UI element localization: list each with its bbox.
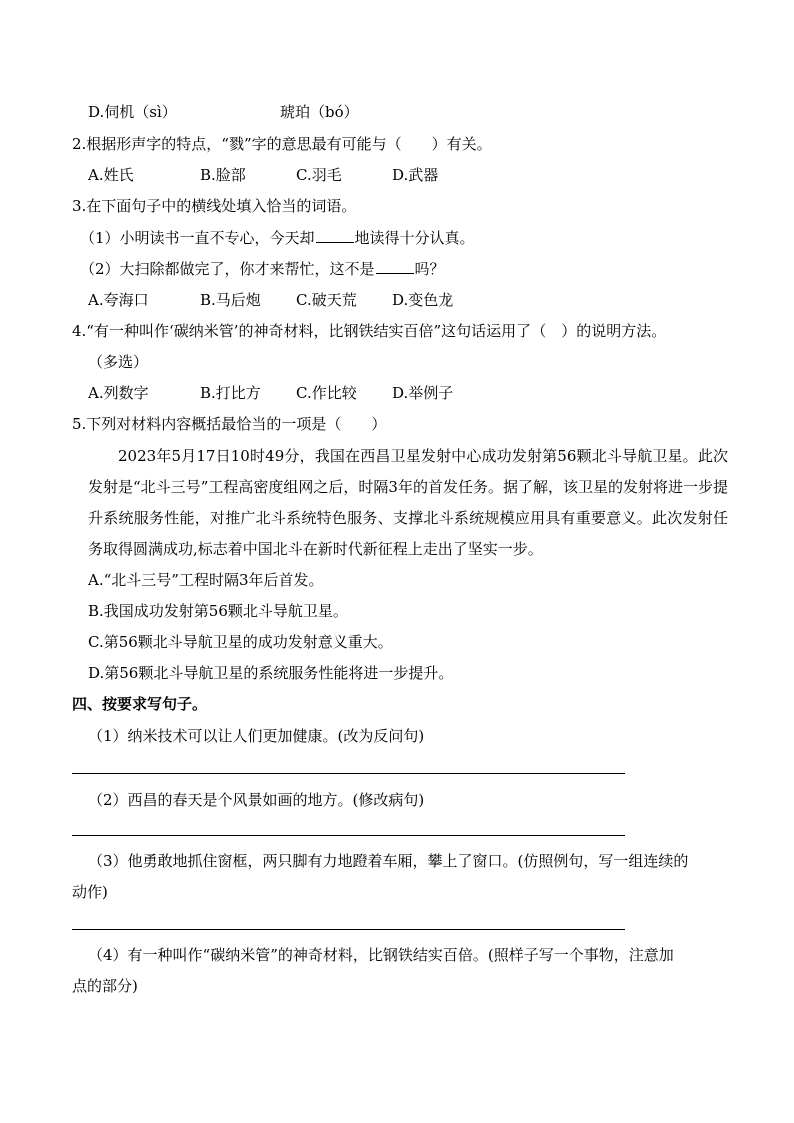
q1-option-d-word2: 琥珀（bó） xyxy=(280,103,359,121)
q3-option-c: C.破天荒 xyxy=(296,291,357,309)
q3-s1-before: （1）小明读书一直不专心，今天却 xyxy=(80,229,315,247)
q3-sentence-2 xyxy=(80,259,445,279)
q4-option-d: D.举例子 xyxy=(392,384,454,402)
s4-item-3-cont: 动作) xyxy=(72,883,108,901)
q3-s2-blank xyxy=(376,259,414,274)
q3-s2-before: （2）大扫除都做完了，你才来帮忙，这不是 xyxy=(80,260,375,278)
q5-stem: 5.下列对材料内容概括最恰当的一项是（ ） xyxy=(72,415,387,433)
q3-stem: 3.在下面句子中的横线处填入恰当的词语。 xyxy=(72,197,357,215)
s4-item-4-cont: 点的部分) xyxy=(72,977,138,995)
q1-option-d: D.伺机（sì） xyxy=(88,103,177,121)
s4-answer-line-3 xyxy=(72,929,625,930)
q3-s1-after: 地读得十分认真。 xyxy=(354,229,475,247)
q2-option-d: D.武器 xyxy=(392,166,439,184)
q4-note: （多选） xyxy=(88,353,149,371)
q3-option-b: B.马后炮 xyxy=(200,291,261,309)
q5-option-a: A.“北斗三号”工程时隔3年后首发。 xyxy=(88,571,324,589)
s4-item-2: （2）西昌的春天是个风景如画的地方。(修改病句) xyxy=(88,791,425,809)
q2-option-b: B.脸部 xyxy=(200,166,246,184)
q3-option-d: D.变色龙 xyxy=(392,291,454,309)
q4-option-a: A.列数字 xyxy=(88,384,149,402)
section-4-heading: 四、按要求写句子。 xyxy=(72,695,208,713)
s4-item-3: （3）他勇敢地抓住窗框，两只脚有力地蹬着车厢，攀上了窗口。(仿照例句，写一组连续的 xyxy=(88,852,689,870)
q3-s2-after: 吗？ xyxy=(414,260,445,278)
q4-stem: 4.“有一种叫作‘碳纳米管’的神奇材料，比钢铁结实百倍”这句话运用了（ ）的说明方法。 xyxy=(72,322,667,340)
q3-option-a: A.夸海口 xyxy=(88,291,149,309)
s4-item-1: （1）纳米技术可以让人们更加健康。(改为反问句) xyxy=(88,727,425,745)
q5-option-c: C.第56颗北斗导航卫星的成功发射意义重大。 xyxy=(88,633,393,651)
s4-answer-line-1 xyxy=(72,773,625,774)
q3-s1-blank xyxy=(316,228,354,243)
q5-option-b: B.我国成功发射第56颗北斗导航卫星。 xyxy=(88,602,348,620)
q2-stem: 2.根据形声字的特点，“戮”字的意思最有可能与（ ）有关。 xyxy=(72,135,492,153)
q4-option-b: B.打比方 xyxy=(200,384,261,402)
q2-option-c: C.羽毛 xyxy=(296,166,342,184)
q5-passage: 2023年5月17日10时49分，我国在西昌卫星发射中心成功发射第56颗北斗导航卫星。此次发射是“北斗三号”工程高密度组网之后，时隔3年的首发任务。据了解，该卫星的发射将进一步提升系统服务性能，对推广北斗系统特色服务、支撑北斗系统规模应用具有重要意义。此次发射任务取得圆满成功,标志着中国北斗在新时代新征程上走出了坚实一步。 xyxy=(88,447,728,558)
q3-sentence-1 xyxy=(80,228,475,248)
s4-answer-line-2 xyxy=(72,835,625,836)
s4-item-4: （4）有一种叫作“碳纳米管”的神奇材料，比钢铁结实百倍。(照样子写一个事物，注意加 xyxy=(88,946,674,964)
q5-option-d: D.第56颗北斗导航卫星的系统服务性能将进一步提升。 xyxy=(88,664,454,682)
q2-option-a: A.姓氏 xyxy=(88,166,134,184)
q4-option-c: C.作比较 xyxy=(296,384,357,402)
